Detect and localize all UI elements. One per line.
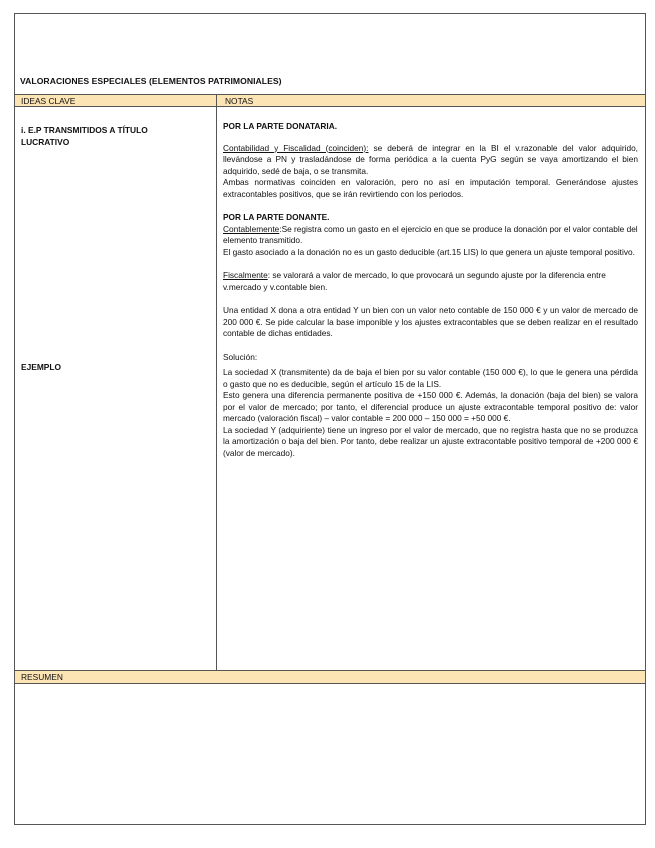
header-notas: NOTAS xyxy=(225,96,254,106)
donante-paragraph xyxy=(223,224,638,247)
solucion-label: Solución: xyxy=(223,351,258,362)
ejemplo-paragraph: Una entidad X dona a otra entidad Y un bien con un valor neto contable de 150 000 € y un valor de mercado de 200 000 €. Se pide calcular la base imponible y los ajustes extracontables que se deben realizar en el resultado contable de dichas entidades. xyxy=(223,305,638,338)
key-idea-section: i. E.P TRANSMITIDOS A TÍTULO LUCRATIVO xyxy=(21,125,148,147)
contablemente-text: :Se registra como un gasto en el ejercicio en que se produce la donación por el valor contable del elemento transmitido. xyxy=(223,223,638,245)
donataria-paragraph xyxy=(223,143,638,178)
donataria-paragraph-2: Ambas normativas coinciden en valoración, pero no así en imputación temporal. Generándose ajustes extracontables positivos, que se irán revirtiendo con los periodos. xyxy=(223,177,638,199)
notes-column xyxy=(223,121,638,459)
donante-heading: POR LA PARTE DONANTE. xyxy=(223,212,330,222)
document-title: VALORACIONES ESPECIALES (ELEMENTOS PATRIMONIALES) xyxy=(20,76,282,86)
fiscalmente-paragraph xyxy=(223,270,638,293)
solucion-paragraph-2: Esto genera una diferencia permanente positiva de +150 000 €. Además, la donación (baja del bien) se valora por el valor de mercado; por tanto, el diferencial produce un ajuste extracontable temporal positivo de: valor mercado (valoración fiscal) – valor contable = 200 000 – 150 000 = +50 000 €. xyxy=(223,390,638,423)
fiscalmente-text: : se valorará a valor de mercado, lo que provocará un segundo ajuste por la diferencia entre v.mercado y v.contable bien. xyxy=(223,270,606,292)
column-divider xyxy=(216,94,217,671)
header-ideas-clave: IDEAS CLAVE xyxy=(21,96,76,106)
key-idea-example: EJEMPLO xyxy=(21,362,62,372)
table-header xyxy=(15,94,645,107)
solucion-paragraph-1: La sociedad X (transmitente) da de baja el bien por su valor contable (150 000 €), lo que le genera una pérdida o gasto que no es deducible, según el artículo 15 de la LIS. xyxy=(223,367,638,389)
resumen-header xyxy=(15,671,645,684)
resumen-label: RESUMEN xyxy=(21,672,63,682)
donataria-text: se deberá de integrar en la BI el v.razonable del valor adquirido, llevándose a PN y trasladándose de forma periódica a la cuenta PyG según se vaya amortizando el bien adquirido, sedé de baja, o se transmita. xyxy=(223,142,638,176)
contablemente-label: Contablemente xyxy=(223,223,280,234)
donataria-heading: POR LA PARTE DONATARIA. xyxy=(223,121,338,131)
donataria-label: Contabilidad y Fiscalidad (coinciden): xyxy=(223,142,369,153)
donante-paragraph-2: El gasto asociado a la donación no es un gasto deducible (art.15 LIS) lo que genera un ajuste temporal positivo. xyxy=(223,246,635,257)
fiscalmente-label: Fiscalmente xyxy=(223,270,268,280)
solucion-paragraph-3: La sociedad Y (adquiriente) tiene un ingreso por el valor de mercado, que no registra hasta que no se produzca la amortización o baja del bien. Por tanto, debe realizar un ajuste extracontable positivo temporal de +200 000 € (valor de mercado). xyxy=(223,424,638,458)
